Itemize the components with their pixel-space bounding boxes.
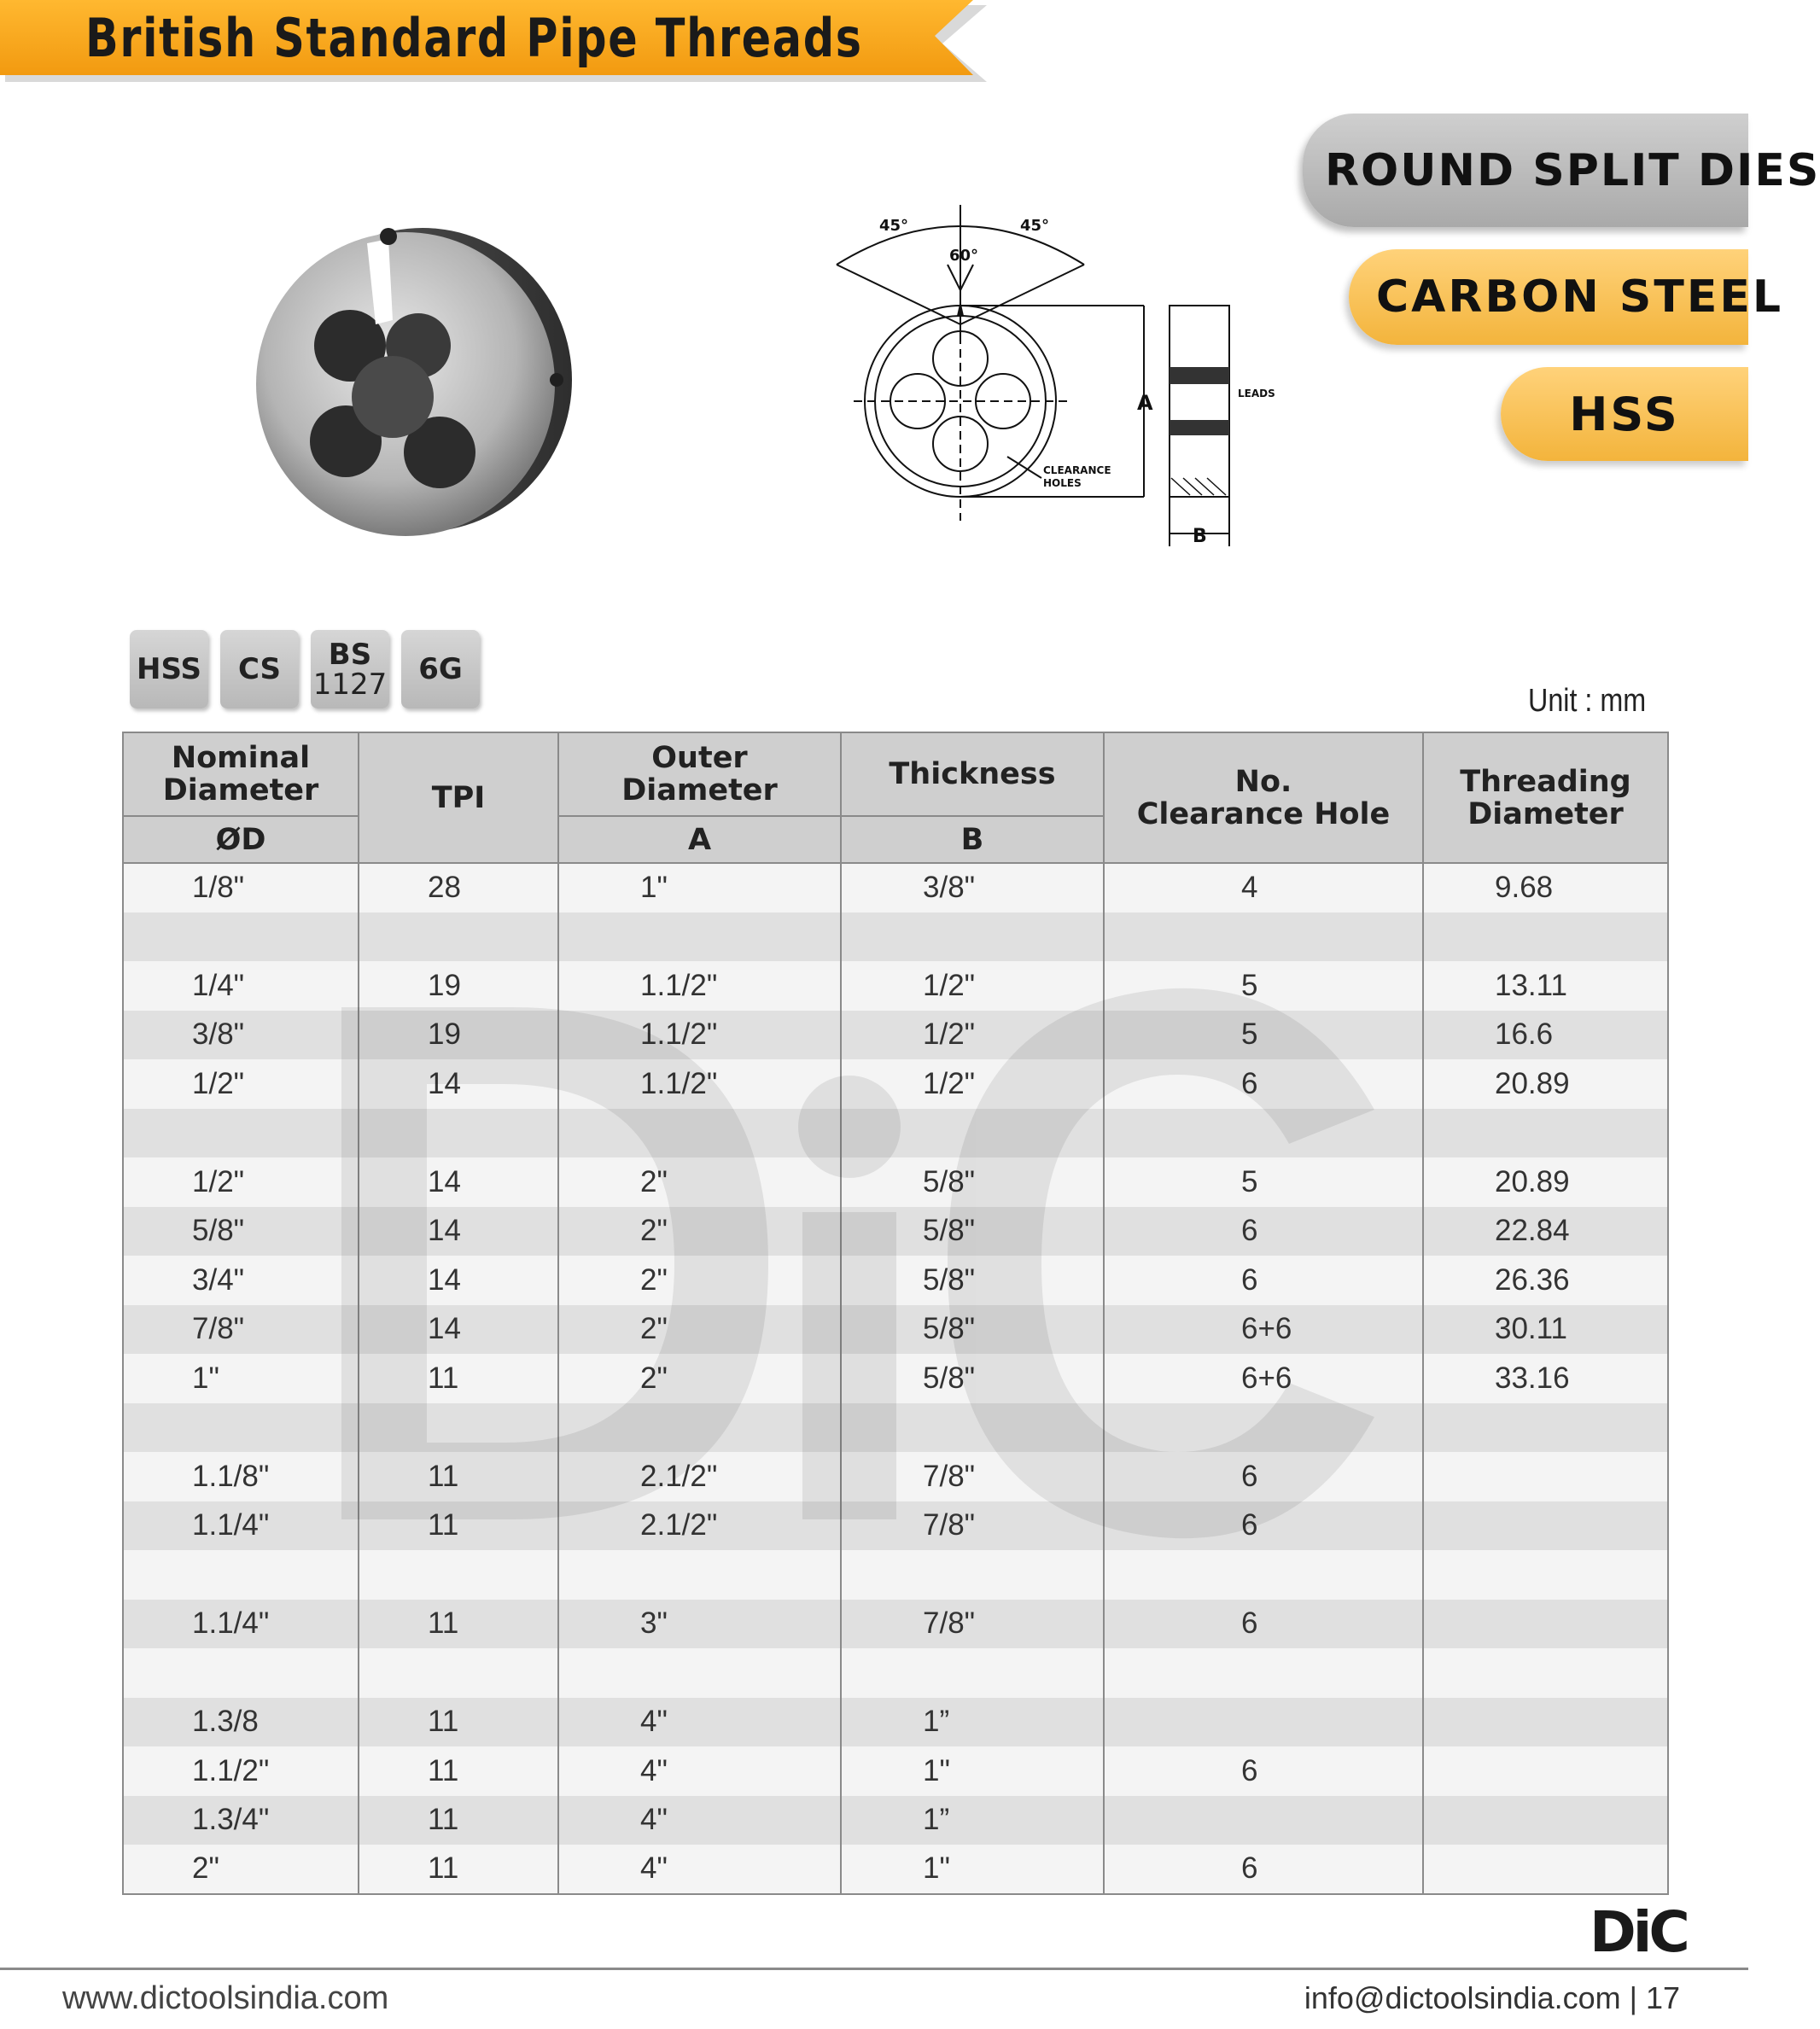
table-cell: 7/8"	[841, 1600, 1104, 1649]
table-row	[123, 1648, 1668, 1698]
holes-label: HOLES	[1043, 477, 1082, 489]
table-cell: 1/2"	[841, 1059, 1104, 1109]
spec-table-wrapper	[122, 732, 1667, 1895]
table-cell: 26.36	[1423, 1256, 1668, 1305]
table-row	[123, 1796, 1668, 1845]
table-cell: 1"	[841, 1845, 1104, 1894]
table-cell	[1423, 912, 1668, 962]
table-row	[123, 1501, 1668, 1551]
badge-label-bottom: 1127	[312, 668, 388, 702]
table-row	[123, 1157, 1668, 1207]
table-row	[123, 1256, 1668, 1305]
table-cell	[841, 1403, 1104, 1453]
spec-table	[122, 732, 1669, 1895]
table-row	[123, 1403, 1668, 1453]
clearance-label: CLEARANCE	[1043, 464, 1111, 476]
table-cell	[558, 912, 841, 962]
table-row	[123, 1207, 1668, 1256]
table-cell: 1/4"	[123, 961, 359, 1011]
table-cell: 6+6	[1104, 1305, 1423, 1355]
tag-hss	[1501, 367, 1748, 461]
table-cell: 5	[1104, 961, 1423, 1011]
badge-label: 6G	[418, 652, 463, 686]
table-cell: 30.11	[1423, 1305, 1668, 1355]
dimension-a-label: A	[1137, 391, 1153, 415]
table-row	[123, 1746, 1668, 1796]
header-text: Diameter	[162, 773, 319, 808]
table-cell: 1.1/8"	[123, 1452, 359, 1501]
table-cell: 11	[359, 1698, 558, 1747]
table-cell: 2"	[123, 1845, 359, 1894]
table-cell: 1.1/2"	[558, 961, 841, 1011]
table-cell: 1.1/4"	[123, 1501, 359, 1551]
table-cell: 5	[1104, 1011, 1423, 1060]
table-row	[123, 1305, 1668, 1355]
header-sub-od: ØD	[123, 816, 359, 863]
table-cell	[359, 1648, 558, 1698]
table-cell	[1104, 1403, 1423, 1453]
table-cell: 4	[1104, 863, 1423, 912]
table-cell	[1104, 1698, 1423, 1747]
table-cell	[841, 1109, 1104, 1158]
table-cell	[359, 1403, 558, 1453]
table-cell	[123, 1550, 359, 1600]
table-row	[123, 1354, 1668, 1403]
table-cell: 2"	[558, 1354, 841, 1403]
table-cell: 4"	[558, 1698, 841, 1747]
table-cell: 2"	[558, 1256, 841, 1305]
header-tpi: TPI	[359, 732, 558, 863]
table-cell: 6	[1104, 1600, 1423, 1649]
table-cell	[1423, 1845, 1668, 1894]
table-cell	[1104, 1648, 1423, 1698]
table-cell: 6	[1104, 1501, 1423, 1551]
table-cell	[359, 1550, 558, 1600]
unit-label: Unit : mm	[1528, 683, 1647, 719]
table-cell: 4"	[558, 1796, 841, 1845]
header-text: Outer	[651, 741, 748, 775]
table-cell: 13.11	[1423, 961, 1668, 1011]
badge-hss	[130, 630, 208, 708]
table-cell: 2.1/2"	[558, 1501, 841, 1551]
table-cell: 14	[359, 1207, 558, 1256]
table-cell: 11	[359, 1354, 558, 1403]
table-cell: 14	[359, 1256, 558, 1305]
dimension-b-label: B	[1193, 526, 1207, 547]
table-cell: 6	[1104, 1452, 1423, 1501]
table-cell: 2"	[558, 1157, 841, 1207]
table-cell: 1.1/2"	[558, 1059, 841, 1109]
table-cell	[123, 1403, 359, 1453]
table-row	[123, 912, 1668, 962]
title-banner	[0, 0, 990, 81]
table-cell: 1.1/2"	[123, 1746, 359, 1796]
table-cell: 11	[359, 1845, 558, 1894]
table-cell: 11	[359, 1796, 558, 1845]
table-cell: 2.1/2"	[558, 1452, 841, 1501]
table-cell: 1/2"	[123, 1059, 359, 1109]
page-title: British Standard Pipe Threads	[85, 7, 863, 69]
tag-label: CARBON STEEL	[1376, 271, 1784, 323]
header-sub-b: B	[841, 816, 1104, 863]
table-cell	[359, 912, 558, 962]
header-threading-diameter	[1423, 732, 1668, 863]
table-cell: 5/8"	[841, 1157, 1104, 1207]
table-cell: 5/8"	[841, 1256, 1104, 1305]
table-cell: 5	[1104, 1157, 1423, 1207]
table-cell: 2"	[558, 1207, 841, 1256]
table-cell: 14	[359, 1305, 558, 1355]
die-photo	[239, 218, 580, 542]
table-cell	[123, 912, 359, 962]
footer-contact[interactable]: info@dictoolsindia.com | 17	[1304, 1980, 1680, 2015]
angle-label-center: 60°	[949, 247, 979, 265]
table-row	[123, 1109, 1668, 1158]
angle-label-right: 45°	[1020, 217, 1050, 235]
table-cell	[558, 1403, 841, 1453]
table-cell	[1104, 1796, 1423, 1845]
table-cell	[1423, 1600, 1668, 1649]
table-cell	[1104, 1550, 1423, 1600]
table-cell	[558, 1648, 841, 1698]
spec-badges	[130, 630, 480, 708]
table-cell: 11	[359, 1452, 558, 1501]
table-cell: 3"	[558, 1600, 841, 1649]
table-cell: 6	[1104, 1746, 1423, 1796]
table-cell: 9.68	[1423, 863, 1668, 912]
angle-label-left: 45°	[879, 217, 909, 235]
table-cell: 2"	[558, 1305, 841, 1355]
table-cell: 1"	[558, 863, 841, 912]
table-cell: 1”	[841, 1698, 1104, 1747]
leads-label: LEADS	[1238, 388, 1275, 399]
badge-label-top: BS	[328, 638, 372, 672]
table-cell: 3/8"	[123, 1011, 359, 1060]
table-cell: 1/2"	[123, 1157, 359, 1207]
die-diagram	[820, 196, 1298, 563]
table-cell: 20.89	[1423, 1157, 1668, 1207]
table-cell: 4"	[558, 1845, 841, 1894]
table-cell: 3/8"	[841, 863, 1104, 912]
table-cell: 16.6	[1423, 1011, 1668, 1060]
table-row	[123, 1600, 1668, 1649]
table-cell: 11	[359, 1600, 558, 1649]
tag-label: ROUND SPLIT DIES	[1325, 144, 1820, 196]
header-text: Clearance Hole	[1136, 796, 1391, 831]
table-row	[123, 1698, 1668, 1747]
table-row	[123, 1550, 1668, 1600]
header-text: Threading	[1460, 764, 1631, 799]
table-cell: 5/8"	[841, 1207, 1104, 1256]
table-row	[123, 961, 1668, 1011]
badge-6g	[401, 630, 480, 708]
table-cell: 33.16	[1423, 1354, 1668, 1403]
table-cell: 1.1/4"	[123, 1600, 359, 1649]
tag-carbon-steel	[1349, 249, 1784, 345]
table-cell: 11	[359, 1746, 558, 1796]
table-row	[123, 1452, 1668, 1501]
badge-label: HSS	[137, 652, 201, 686]
table-cell	[558, 1109, 841, 1158]
table-cell	[123, 1648, 359, 1698]
tag-label: HSS	[1569, 387, 1680, 441]
table-cell: 14	[359, 1059, 558, 1109]
table-cell: 3/4"	[123, 1256, 359, 1305]
table-cell: 6	[1104, 1059, 1423, 1109]
table-cell	[1423, 1746, 1668, 1796]
footer-divider	[0, 1968, 1748, 1970]
table-cell	[123, 1109, 359, 1158]
table-cell	[841, 912, 1104, 962]
table-cell: 5/8"	[841, 1354, 1104, 1403]
table-cell: 5/8"	[123, 1207, 359, 1256]
table-cell: 11	[359, 1501, 558, 1551]
table-cell: 1/2"	[841, 961, 1104, 1011]
table-cell	[1423, 1796, 1668, 1845]
table-cell: 22.84	[1423, 1207, 1668, 1256]
table-cell: 20.89	[1423, 1059, 1668, 1109]
header-sub-a: A	[558, 816, 841, 863]
table-row	[123, 1059, 1668, 1109]
table-cell: 14	[359, 1157, 558, 1207]
badge-label: CS	[237, 652, 282, 686]
table-cell: 1.3/4"	[123, 1796, 359, 1845]
table-cell: 4"	[558, 1746, 841, 1796]
table-cell	[1104, 1109, 1423, 1158]
table-cell	[1423, 1109, 1668, 1158]
table-cell: 1”	[841, 1796, 1104, 1845]
table-cell	[1423, 1403, 1668, 1453]
header-thickness: Thickness	[841, 732, 1104, 816]
table-cell: 28	[359, 863, 558, 912]
table-cell: 7/8"	[841, 1452, 1104, 1501]
table-row	[123, 863, 1668, 912]
badge-cs	[220, 630, 299, 708]
header-nominal-diameter	[123, 732, 359, 816]
table-cell: 7/8"	[123, 1305, 359, 1355]
table-cell: 1"	[841, 1746, 1104, 1796]
header-text: Nominal	[171, 741, 311, 775]
header-outer-diameter	[558, 732, 841, 816]
table-cell: 19	[359, 961, 558, 1011]
table-cell	[1423, 1648, 1668, 1698]
table-cell: 6	[1104, 1207, 1423, 1256]
table-cell: 6	[1104, 1845, 1423, 1894]
tag-round-split-dies	[1303, 114, 1820, 227]
table-cell: 1"	[123, 1354, 359, 1403]
table-cell	[1423, 1452, 1668, 1501]
table-cell: 1.1/2"	[558, 1011, 841, 1060]
table-cell	[1104, 912, 1423, 962]
header-text: No.	[1234, 764, 1292, 799]
table-cell	[1423, 1698, 1668, 1747]
table-cell: 1/2"	[841, 1011, 1104, 1060]
table-cell	[1423, 1501, 1668, 1551]
dic-logo: DiC	[1590, 1899, 1687, 1965]
table-cell: 5/8"	[841, 1305, 1104, 1355]
table-cell	[841, 1550, 1104, 1600]
table-cell	[359, 1109, 558, 1158]
table-cell	[1423, 1550, 1668, 1600]
table-cell: 19	[359, 1011, 558, 1060]
footer-website[interactable]: www.dictoolsindia.com	[62, 1980, 389, 2016]
table-cell	[558, 1550, 841, 1600]
table-row	[123, 1845, 1668, 1894]
badge-bs1127	[311, 630, 389, 708]
table-cell: 7/8"	[841, 1501, 1104, 1551]
header-text: Diameter	[1467, 796, 1624, 831]
table-row	[123, 1011, 1668, 1060]
table-cell: 6+6	[1104, 1354, 1423, 1403]
table-cell: 6	[1104, 1256, 1423, 1305]
table-cell: 1/8"	[123, 863, 359, 912]
table-cell	[841, 1648, 1104, 1698]
header-clearance-hole	[1104, 732, 1423, 863]
table-cell: 1.3/8	[123, 1698, 359, 1747]
header-text: Diameter	[621, 773, 778, 808]
